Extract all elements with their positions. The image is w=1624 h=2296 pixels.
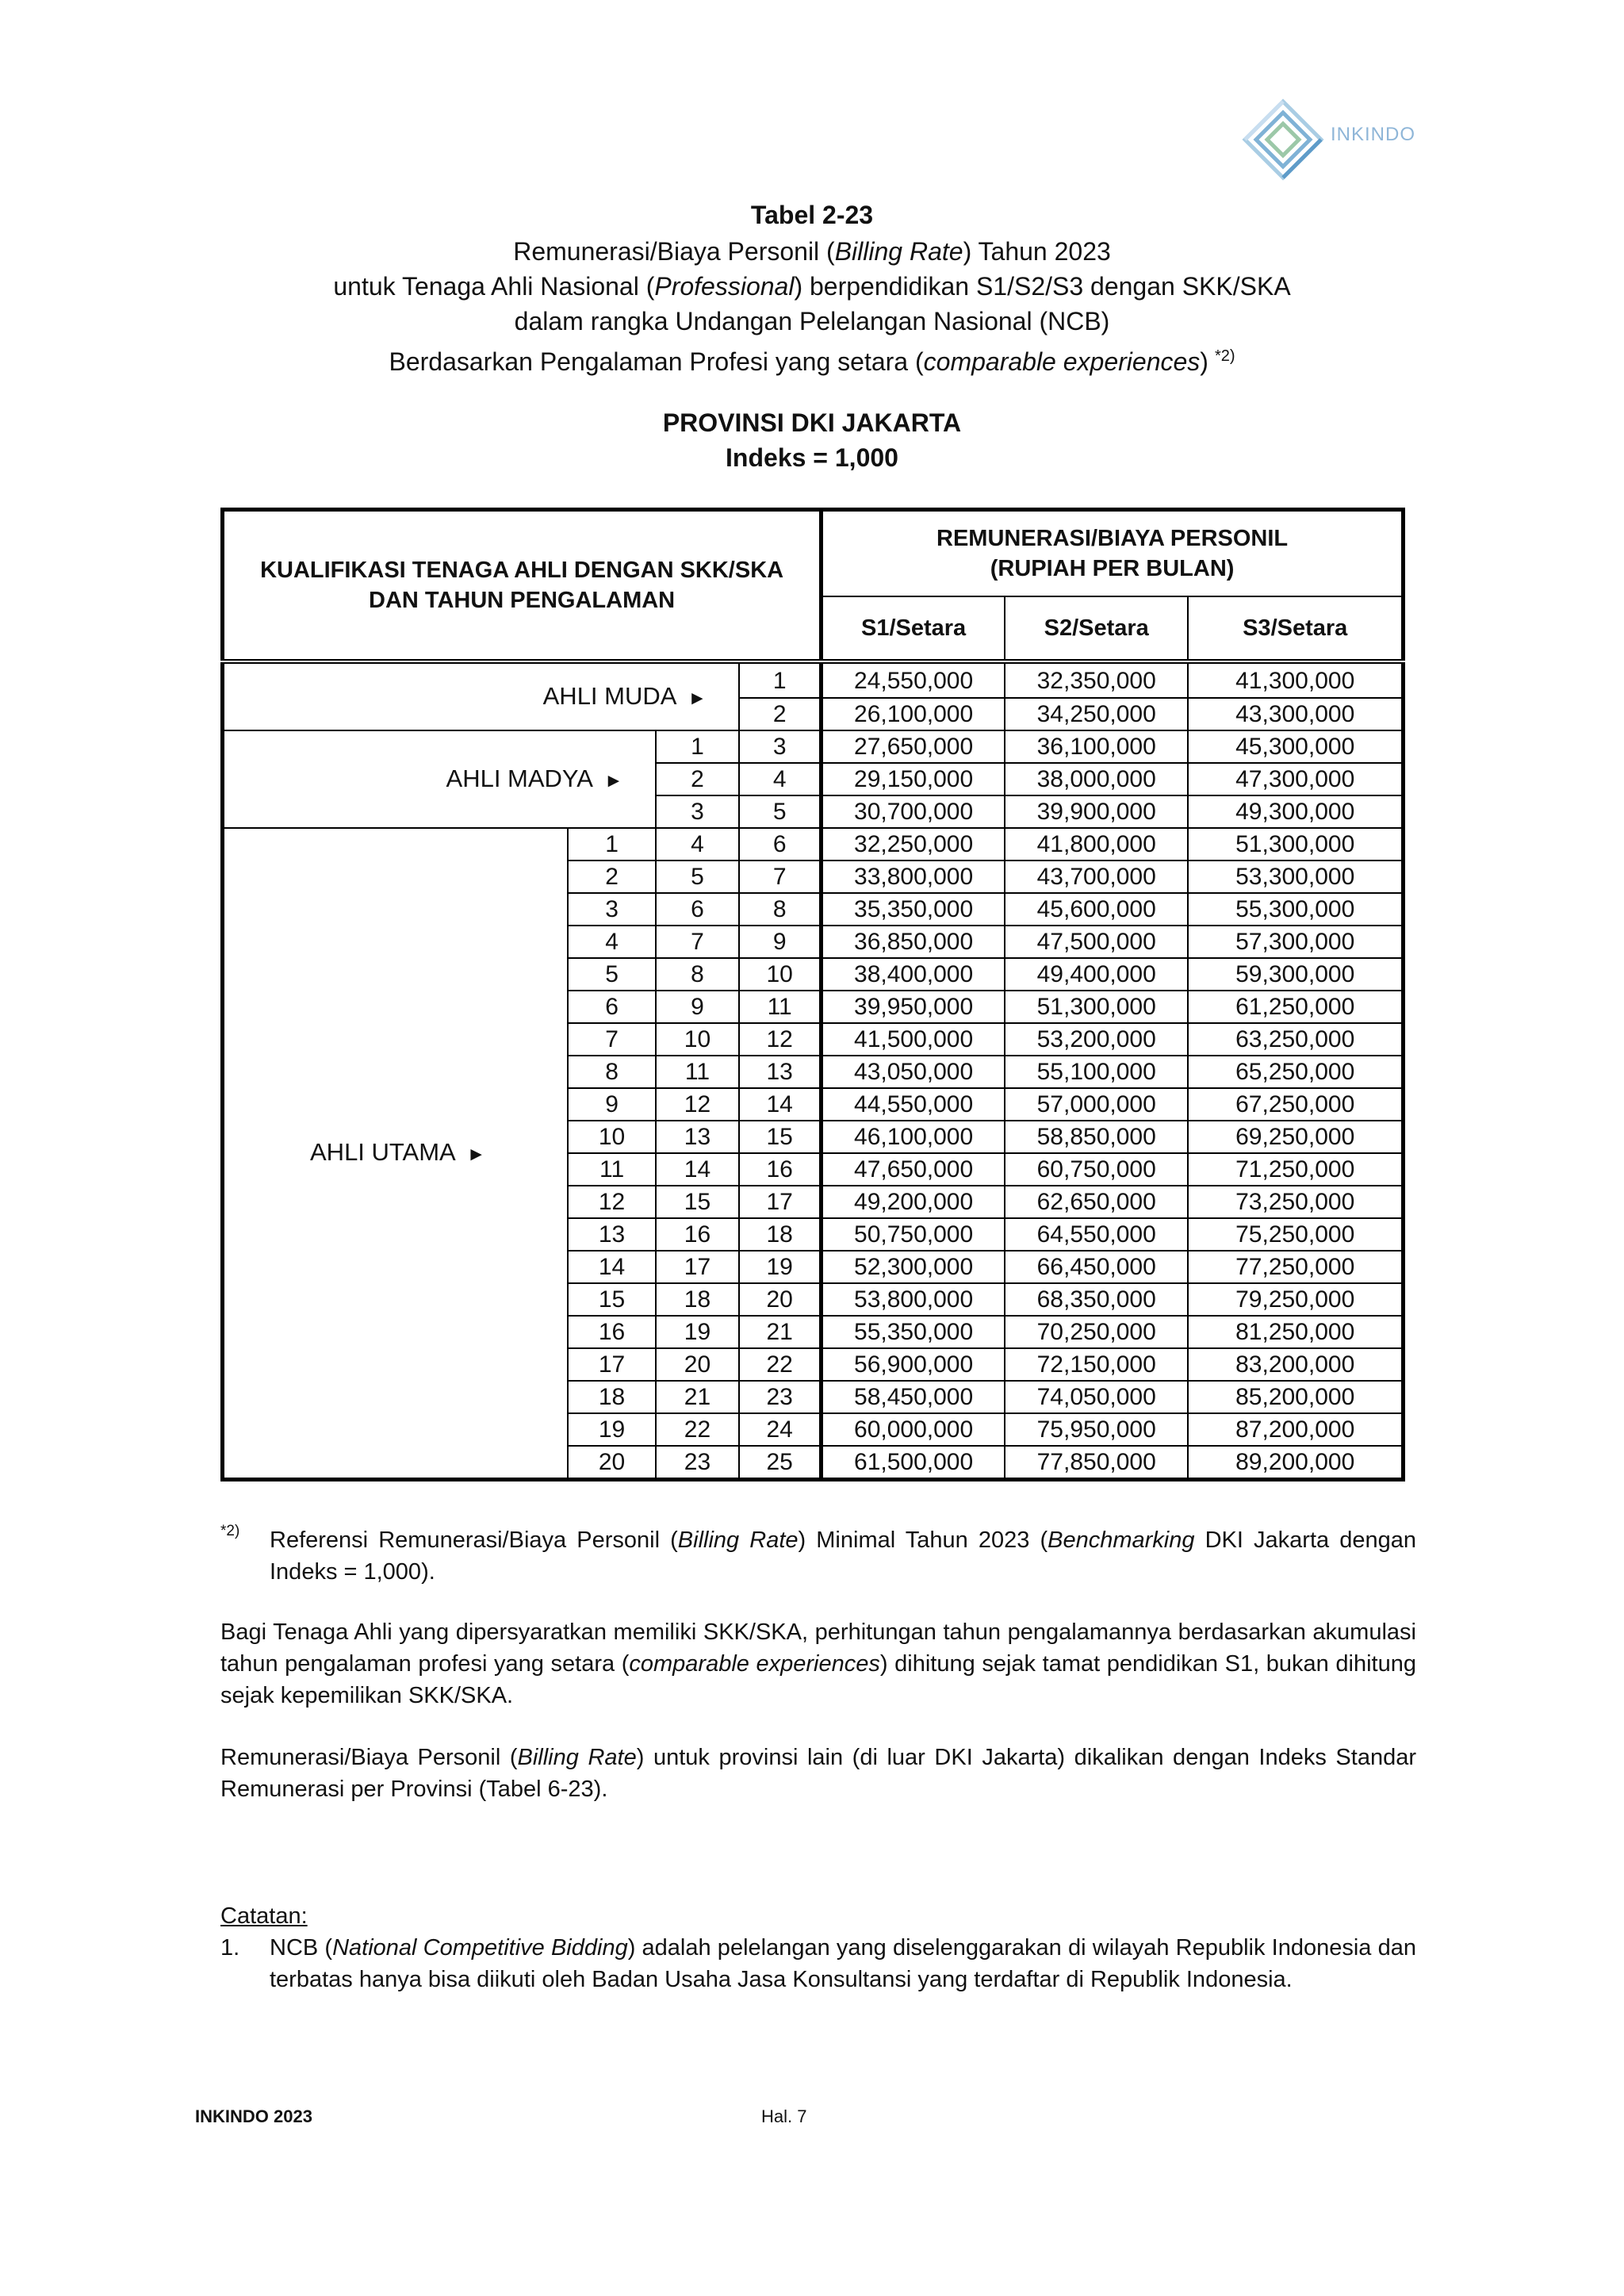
years-experience-cell: 6 bbox=[739, 828, 821, 861]
utama-level-cell: 3 bbox=[568, 893, 655, 926]
madya-level-cell: 2 bbox=[656, 763, 739, 795]
rate-s1-cell: 53,800,000 bbox=[822, 1283, 1005, 1316]
rate-s3-cell: 75,250,000 bbox=[1188, 1218, 1403, 1251]
rate-s2-cell: 45,600,000 bbox=[1005, 893, 1188, 926]
rate-s2-cell: 36,100,000 bbox=[1005, 730, 1188, 763]
header-s3: S3/Setara bbox=[1188, 596, 1403, 661]
utama-level-cell: 4 bbox=[568, 926, 655, 958]
rate-s3-cell: 49,300,000 bbox=[1188, 795, 1403, 828]
rate-s2-cell: 51,300,000 bbox=[1005, 991, 1188, 1023]
years-experience-cell: 24 bbox=[739, 1413, 821, 1446]
rate-s1-cell: 29,150,000 bbox=[822, 763, 1005, 795]
page-number: Hal. 7 bbox=[761, 2106, 807, 2126]
years-experience-cell: 2 bbox=[739, 698, 821, 730]
madya-level-cell: 13 bbox=[656, 1121, 739, 1153]
rate-s1-cell: 56,900,000 bbox=[822, 1348, 1005, 1381]
rate-s3-cell: 73,250,000 bbox=[1188, 1186, 1403, 1218]
rate-s2-cell: 41,800,000 bbox=[1005, 828, 1188, 861]
utama-level-cell: 16 bbox=[568, 1316, 655, 1348]
group-ahli-madya-text: AHLI MADYA bbox=[446, 764, 593, 792]
utama-level-cell: 14 bbox=[568, 1251, 655, 1283]
rate-s2-cell: 43,700,000 bbox=[1005, 861, 1188, 893]
rate-s3-cell: 71,250,000 bbox=[1188, 1153, 1403, 1186]
years-experience-cell: 18 bbox=[739, 1218, 821, 1251]
rate-s3-cell: 67,250,000 bbox=[1188, 1088, 1403, 1121]
inkindo-logo-icon bbox=[1237, 97, 1329, 184]
years-experience-cell: 12 bbox=[739, 1023, 821, 1056]
group-ahli-utama-text: AHLI UTAMA bbox=[310, 1138, 456, 1166]
rate-s3-cell: 77,250,000 bbox=[1188, 1251, 1403, 1283]
footer-label: INKINDO 2023 bbox=[195, 2106, 312, 2126]
rate-s2-cell: 74,050,000 bbox=[1005, 1381, 1188, 1413]
rate-s3-cell: 45,300,000 bbox=[1188, 730, 1403, 763]
madya-level-cell: 18 bbox=[656, 1283, 739, 1316]
footnote-2: Referensi Remunerasi/Biaya Personil (Billing Rate) Minimal Tahun 2023 (Benchmarking DKI Jakarta dengan Indeks = 1,000). bbox=[270, 1527, 1417, 1585]
note-item-1: NCB (National Competitive Bidding) adalah pelelangan yang diselenggarakan di wilayah Republik Indonesia dan terbatas hanya bisa diikuti oleh Badan Usaha Jasa Konsultansi yang terdaftar di Republik Indonesia. bbox=[270, 1935, 1416, 1992]
rate-s3-cell: 65,250,000 bbox=[1188, 1056, 1403, 1088]
utama-level-cell: 20 bbox=[568, 1446, 655, 1480]
utama-level-cell: 15 bbox=[568, 1283, 655, 1316]
rate-s3-cell: 85,200,000 bbox=[1188, 1381, 1403, 1413]
madya-level-cell: 8 bbox=[656, 958, 739, 991]
madya-level-cell: 1 bbox=[656, 730, 739, 763]
rate-s1-cell: 26,100,000 bbox=[822, 698, 1005, 730]
notes-heading: Catatan: bbox=[220, 1903, 308, 1929]
years-experience-cell: 7 bbox=[739, 861, 821, 893]
years-experience-cell: 8 bbox=[739, 893, 821, 926]
note-item-number: 1. bbox=[220, 1935, 240, 1961]
madya-level-cell: 19 bbox=[656, 1316, 739, 1348]
rate-s2-cell: 62,650,000 bbox=[1005, 1186, 1188, 1218]
rate-s2-cell: 60,750,000 bbox=[1005, 1153, 1188, 1186]
rate-s3-cell: 87,200,000 bbox=[1188, 1413, 1403, 1446]
madya-level-cell: 3 bbox=[656, 795, 739, 828]
years-experience-cell: 19 bbox=[739, 1251, 821, 1283]
rate-s1-cell: 36,850,000 bbox=[822, 926, 1005, 958]
utama-level-cell: 1 bbox=[568, 828, 655, 861]
rate-s3-cell: 53,300,000 bbox=[1188, 861, 1403, 893]
rate-s2-cell: 70,250,000 bbox=[1005, 1316, 1188, 1348]
header-s2: S2/Setara bbox=[1005, 596, 1188, 661]
rate-s2-cell: 53,200,000 bbox=[1005, 1023, 1188, 1056]
header-s1: S1/Setara bbox=[822, 596, 1005, 661]
utama-level-cell: 10 bbox=[568, 1121, 655, 1153]
years-experience-cell: 9 bbox=[739, 926, 821, 958]
title-line-5: Berdasarkan Pengalaman Profesi yang setara (comparable experiences) $^{*2)}$ bbox=[389, 347, 1235, 376]
rate-s3-cell: 59,300,000 bbox=[1188, 958, 1403, 991]
table-row bbox=[223, 828, 1404, 861]
utama-level-cell: 13 bbox=[568, 1218, 655, 1251]
arrow-right-icon: ► bbox=[688, 687, 707, 709]
rate-s1-cell: 33,800,000 bbox=[822, 861, 1005, 893]
index-title: Indeks = 1,000 bbox=[726, 443, 898, 472]
utama-level-cell: 11 bbox=[568, 1153, 655, 1186]
rate-s2-cell: 75,950,000 bbox=[1005, 1413, 1188, 1446]
madya-level-cell: 23 bbox=[656, 1446, 739, 1480]
rate-s1-cell: 24,550,000 bbox=[822, 661, 1005, 698]
utama-level-cell: 2 bbox=[568, 861, 655, 893]
rate-s1-cell: 60,000,000 bbox=[822, 1413, 1005, 1446]
rate-s3-cell: 55,300,000 bbox=[1188, 893, 1403, 926]
table-number: Tabel 2-23 bbox=[750, 201, 874, 229]
years-experience-cell: 11 bbox=[739, 991, 821, 1023]
province-title: PROVINSI DKI JAKARTA bbox=[662, 408, 962, 437]
rate-s1-cell: 30,700,000 bbox=[822, 795, 1005, 828]
years-experience-cell: 5 bbox=[739, 795, 821, 828]
rate-s3-cell: 83,200,000 bbox=[1188, 1348, 1403, 1381]
years-experience-cell: 25 bbox=[739, 1446, 821, 1480]
years-experience-cell: 22 bbox=[739, 1348, 821, 1381]
rate-s2-cell: 32,350,000 bbox=[1005, 661, 1188, 698]
title-line-2: Remunerasi/Biaya Personil (Billing Rate) Tahun 2023 bbox=[513, 237, 1111, 266]
rate-s1-cell: 47,650,000 bbox=[822, 1153, 1005, 1186]
madya-level-cell: 5 bbox=[656, 861, 739, 893]
group-ahli-madya bbox=[223, 730, 656, 828]
group-ahli-muda-text: AHLI MUDA bbox=[542, 681, 677, 710]
header-remuneration: REMUNERASI/BIAYA PERSONIL (RUPIAH PER BULAN) bbox=[822, 510, 1404, 597]
years-experience-cell: 4 bbox=[739, 763, 821, 795]
rate-s1-cell: 43,050,000 bbox=[822, 1056, 1005, 1088]
rate-s3-cell: 63,250,000 bbox=[1188, 1023, 1403, 1056]
madya-level-cell: 11 bbox=[656, 1056, 739, 1088]
title-line-3: untuk Tenaga Ahli Nasional (Professional) berpendidikan S1/S2/S3 dengan SKK/SKA bbox=[333, 272, 1291, 301]
rate-s1-cell: 39,950,000 bbox=[822, 991, 1005, 1023]
rate-s3-cell: 41,300,000 bbox=[1188, 661, 1403, 698]
rate-s3-cell: 47,300,000 bbox=[1188, 763, 1403, 795]
utama-level-cell: 18 bbox=[568, 1381, 655, 1413]
madya-level-cell: 14 bbox=[656, 1153, 739, 1186]
rate-s2-cell: 49,400,000 bbox=[1005, 958, 1188, 991]
utama-level-cell: 7 bbox=[568, 1023, 655, 1056]
madya-level-cell: 9 bbox=[656, 991, 739, 1023]
logo-text: INKINDO bbox=[1331, 124, 1416, 145]
madya-level-cell: 20 bbox=[656, 1348, 739, 1381]
years-experience-cell: 1 bbox=[739, 661, 821, 698]
rate-s1-cell: 58,450,000 bbox=[822, 1381, 1005, 1413]
paragraph-experience: Bagi Tenaga Ahli yang dipersyaratkan memiliki SKK/SKA, perhitungan tahun pengalamannya berdasarkan akumulasi tahun pengalaman profesi yang setara (comparable experiences) dihitung sejak tamat pendidikan S1, bukan dihitung sejak kepemilikan SKK/SKA. bbox=[220, 1619, 1416, 1708]
arrow-right-icon: ► bbox=[466, 1144, 486, 1165]
rate-s1-cell: 27,650,000 bbox=[822, 730, 1005, 763]
madya-level-cell: 6 bbox=[656, 893, 739, 926]
rate-s1-cell: 52,300,000 bbox=[822, 1251, 1005, 1283]
years-experience-cell: 23 bbox=[739, 1381, 821, 1413]
rate-s3-cell: 81,250,000 bbox=[1188, 1316, 1403, 1348]
group-ahli-utama bbox=[223, 828, 569, 1480]
rate-s2-cell: 47,500,000 bbox=[1005, 926, 1188, 958]
rate-s1-cell: 41,500,000 bbox=[822, 1023, 1005, 1056]
madya-level-cell: 16 bbox=[656, 1218, 739, 1251]
madya-level-cell: 22 bbox=[656, 1413, 739, 1446]
rate-s3-cell: 43,300,000 bbox=[1188, 698, 1403, 730]
rate-s1-cell: 50,750,000 bbox=[822, 1218, 1005, 1251]
rate-s1-cell: 44,550,000 bbox=[822, 1088, 1005, 1121]
table-row bbox=[223, 661, 1404, 698]
rate-s2-cell: 57,000,000 bbox=[1005, 1088, 1188, 1121]
madya-level-cell: 12 bbox=[656, 1088, 739, 1121]
rate-s1-cell: 35,350,000 bbox=[822, 893, 1005, 926]
rate-s2-cell: 68,350,000 bbox=[1005, 1283, 1188, 1316]
years-experience-cell: 15 bbox=[739, 1121, 821, 1153]
rate-s1-cell: 49,200,000 bbox=[822, 1186, 1005, 1218]
rate-s2-cell: 39,900,000 bbox=[1005, 795, 1188, 828]
utama-level-cell: 5 bbox=[568, 958, 655, 991]
years-experience-cell: 3 bbox=[739, 730, 821, 763]
billing-rate-table bbox=[220, 508, 1405, 1481]
rate-s3-cell: 51,300,000 bbox=[1188, 828, 1403, 861]
paragraph-other-provinces: Remunerasi/Biaya Personil (Billing Rate) untuk provinsi lain (di luar DKI Jakarta) dikalikan dengan Indeks Standar Remunerasi per Provinsi (Tabel 6-23). bbox=[220, 1745, 1416, 1802]
rate-s1-cell: 32,250,000 bbox=[822, 828, 1005, 861]
madya-level-cell: 10 bbox=[656, 1023, 739, 1056]
rate-s3-cell: 69,250,000 bbox=[1188, 1121, 1403, 1153]
rate-s2-cell: 55,100,000 bbox=[1005, 1056, 1188, 1088]
rate-s1-cell: 38,400,000 bbox=[822, 958, 1005, 991]
madya-level-cell: 21 bbox=[656, 1381, 739, 1413]
rate-s1-cell: 61,500,000 bbox=[822, 1446, 1005, 1480]
utama-level-cell: 19 bbox=[568, 1413, 655, 1446]
years-experience-cell: 20 bbox=[739, 1283, 821, 1316]
utama-level-cell: 9 bbox=[568, 1088, 655, 1121]
rate-s1-cell: 46,100,000 bbox=[822, 1121, 1005, 1153]
rate-s3-cell: 57,300,000 bbox=[1188, 926, 1403, 958]
utama-level-cell: 12 bbox=[568, 1186, 655, 1218]
rate-s2-cell: 38,000,000 bbox=[1005, 763, 1188, 795]
rate-s1-cell: 55,350,000 bbox=[822, 1316, 1005, 1348]
title-line-4: dalam rangka Undangan Pelelangan Nasional (NCB) bbox=[514, 307, 1110, 335]
madya-level-cell: 7 bbox=[656, 926, 739, 958]
years-experience-cell: 10 bbox=[739, 958, 821, 991]
rate-s2-cell: 72,150,000 bbox=[1005, 1348, 1188, 1381]
group-ahli-muda bbox=[223, 661, 740, 730]
madya-level-cell: 17 bbox=[656, 1251, 739, 1283]
rate-s2-cell: 77,850,000 bbox=[1005, 1446, 1188, 1480]
years-experience-cell: 13 bbox=[739, 1056, 821, 1088]
years-experience-cell: 14 bbox=[739, 1088, 821, 1121]
rate-s2-cell: 34,250,000 bbox=[1005, 698, 1188, 730]
footnote-mark: *2) bbox=[220, 1523, 240, 1539]
utama-level-cell: 8 bbox=[568, 1056, 655, 1088]
rate-s2-cell: 66,450,000 bbox=[1005, 1251, 1188, 1283]
header-qualification: KUALIFIKASI TENAGA AHLI DENGAN SKK/SKA DAN TAHUN PENGALAMAN bbox=[223, 510, 822, 662]
rate-s3-cell: 79,250,000 bbox=[1188, 1283, 1403, 1316]
years-experience-cell: 16 bbox=[739, 1153, 821, 1186]
rate-s2-cell: 64,550,000 bbox=[1005, 1218, 1188, 1251]
inkindo-logo bbox=[1237, 97, 1435, 192]
years-experience-cell: 17 bbox=[739, 1186, 821, 1218]
rate-s3-cell: 61,250,000 bbox=[1188, 991, 1403, 1023]
years-experience-cell: 21 bbox=[739, 1316, 821, 1348]
table-row bbox=[223, 730, 1404, 763]
rate-s3-cell: 89,200,000 bbox=[1188, 1446, 1403, 1480]
utama-level-cell: 6 bbox=[568, 991, 655, 1023]
utama-level-cell: 17 bbox=[568, 1348, 655, 1381]
rate-s2-cell: 58,850,000 bbox=[1005, 1121, 1188, 1153]
madya-level-cell: 15 bbox=[656, 1186, 739, 1218]
arrow-right-icon: ► bbox=[604, 769, 623, 792]
madya-level-cell: 4 bbox=[656, 828, 739, 861]
